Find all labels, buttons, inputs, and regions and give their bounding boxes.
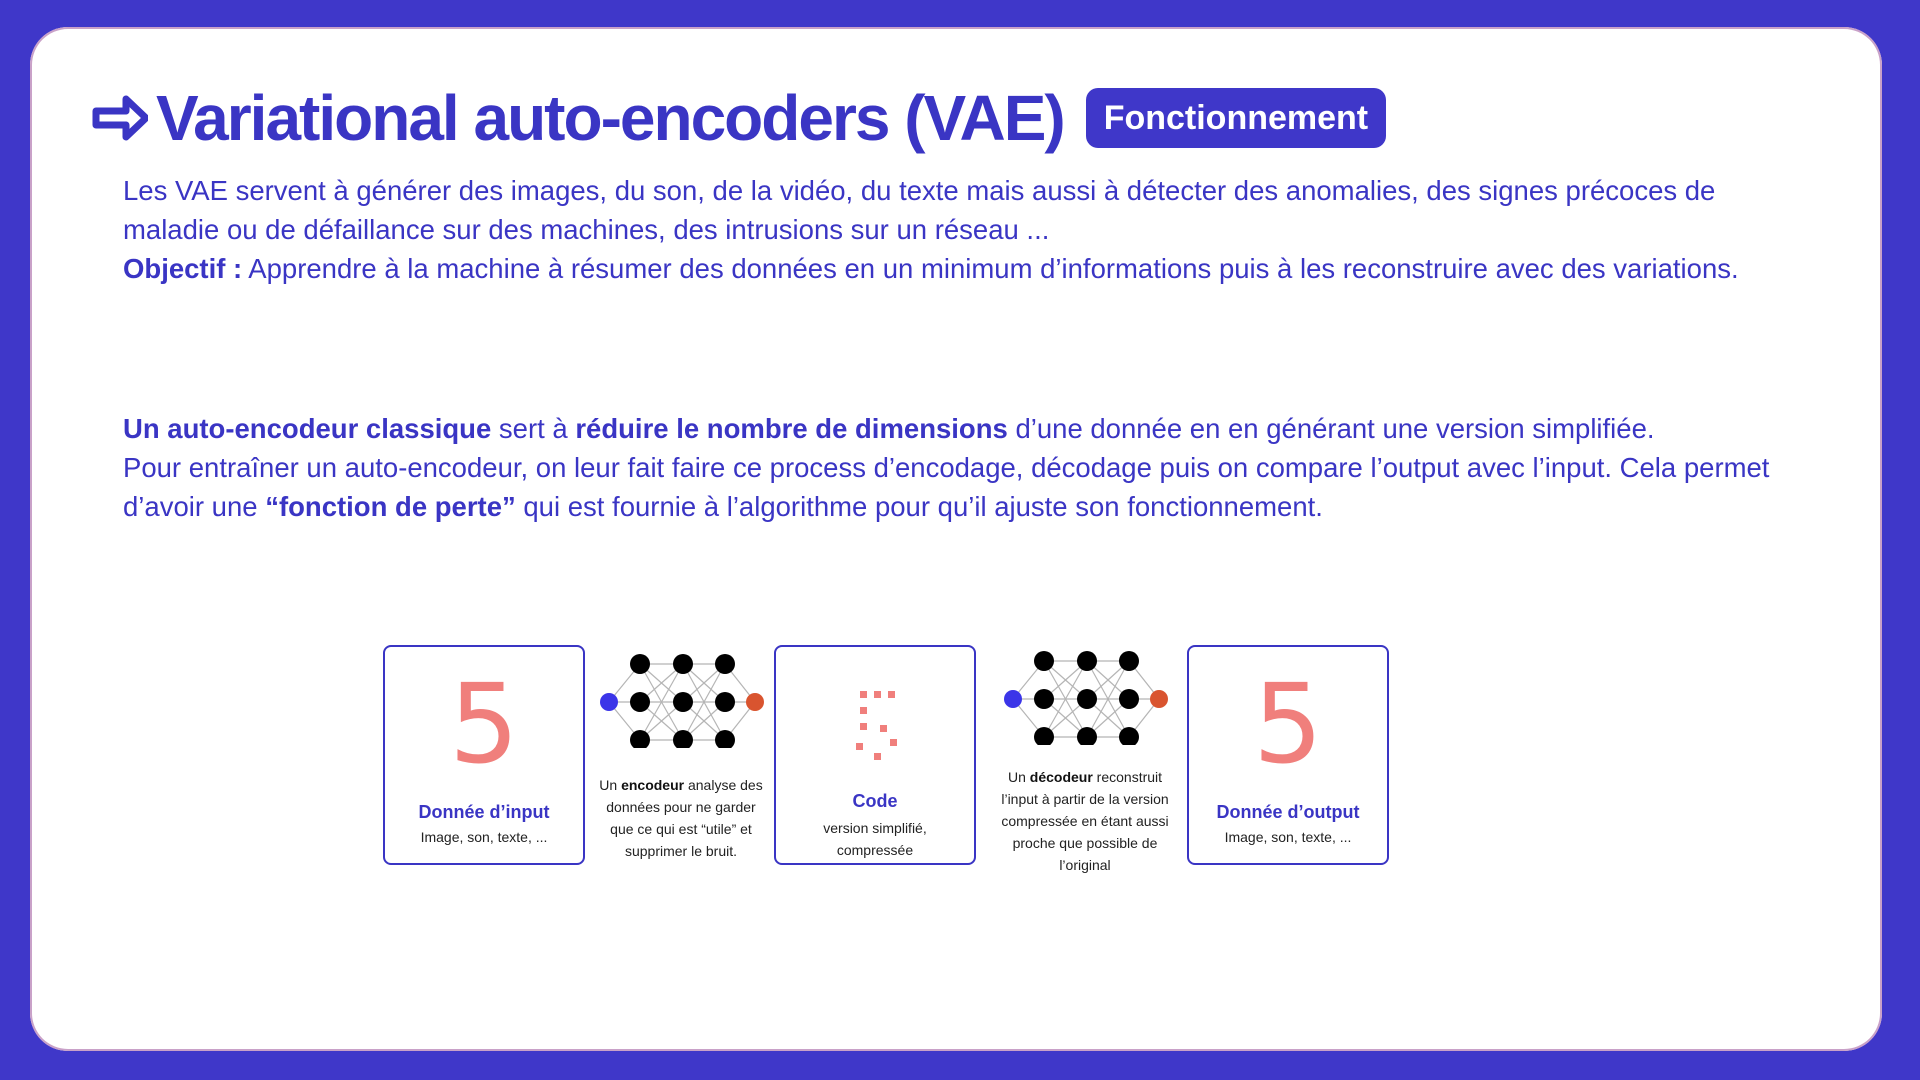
classic-paragraph: [123, 409, 1803, 526]
page-title: Variational auto-encoders (VAE): [156, 82, 1064, 154]
classic-term: Un auto-encodeur classique: [123, 413, 492, 444]
decoder-caption: [999, 766, 1171, 876]
output-data-box: [1187, 645, 1389, 865]
classic-text-1: sert à: [491, 413, 576, 444]
encoder-caption: [596, 774, 766, 862]
encoder-caption-pre: Un: [599, 777, 622, 793]
intro-paragraph: [123, 171, 1803, 288]
encoder-network-icon: [595, 648, 770, 748]
input-data-box: [383, 645, 585, 865]
output-title: Donnée d’output: [1216, 802, 1360, 822]
classic-bold-2: réduire le nombre de dimensions: [575, 413, 1008, 444]
input-subtitle: Image, son, texte, ...: [420, 829, 548, 845]
section-badge: Fonctionnement: [1086, 88, 1386, 149]
objective-label: Objectif :: [123, 253, 243, 284]
input-digit: 5: [449, 660, 519, 788]
decoder-term: décodeur: [1029, 769, 1093, 785]
compressed-pixels-icon: [856, 687, 906, 767]
code-box: [774, 645, 976, 865]
classic-text-2: d’une donnée en en générant une version simplifiée.: [1007, 413, 1655, 444]
input-title: Donnée d’input: [418, 802, 550, 822]
encoder-caption-post: analyse des données pour ne garder que ce qui est “utile” et supprimer le bruit.: [606, 777, 763, 859]
decoder-caption-post: reconstruit l’input à partir de la version compressée en étant aussi proche que possible de l’original: [1001, 769, 1169, 873]
decoder-network-icon: [999, 645, 1174, 745]
output-digit: 5: [1253, 660, 1323, 788]
code-subtitle: version simplifié, compressée: [823, 820, 927, 858]
code-title: Code: [852, 791, 898, 811]
title-row: [92, 82, 1386, 154]
decoder-caption-pre: Un: [1007, 769, 1030, 785]
objective-text: Apprendre à la machine à résumer des données en un minimum d’informations puis à les reconstruire avec des variations.: [242, 253, 1739, 284]
classic-text-3: Pour entraîner un auto-encodeur, on leur fait faire ce process d’encodage, décodage puis on compare l’output avec l’input. Cela permet d’avoir une: [123, 452, 1770, 522]
arrow-right-icon: [92, 93, 148, 143]
intro-text: Les VAE servent à générer des images, du son, de la vidéo, du texte mais aussi à détecter des anomalies, des signes précoces de maladie ou de défaillance sur des machines, des intrusions sur un réseau ...: [123, 175, 1716, 245]
classic-text-4: qui est fournie à l’algorithme pour qu’il ajuste son fonctionnement.: [515, 491, 1323, 522]
output-subtitle: Image, son, texte, ...: [1224, 829, 1352, 845]
loss-function-term: “fonction de perte”: [265, 491, 516, 522]
encoder-term: encodeur: [621, 777, 685, 793]
